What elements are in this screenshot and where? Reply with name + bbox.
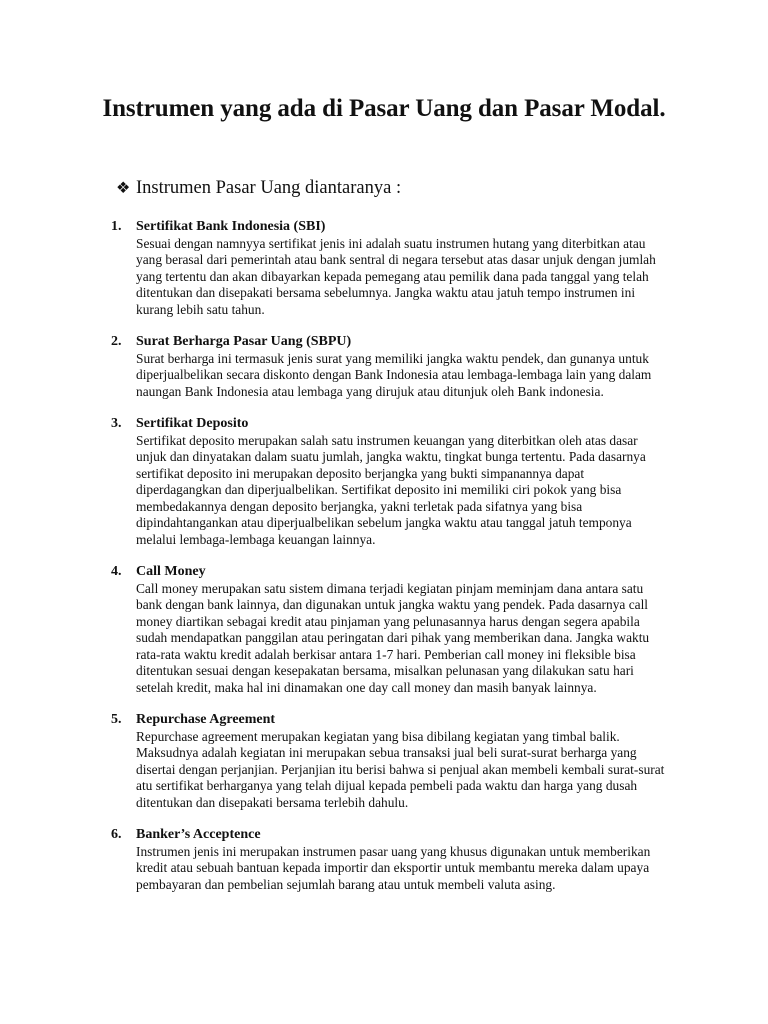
- list-item: [111, 416, 671, 548]
- item-title: Sertifikat Deposito: [136, 416, 249, 431]
- list-item: [111, 712, 671, 811]
- instrument-list: [111, 219, 671, 909]
- item-number: 4.: [111, 564, 122, 579]
- page-title: Instrumen yang ada di Pasar Uang dan Pasar Modal.: [102, 95, 666, 122]
- item-number: 1.: [111, 219, 122, 234]
- section-heading: [116, 175, 401, 202]
- item-body: Call money merupakan satu sistem dimana terjadi kegiatan pinjam meminjam dana antara satu bank dengan bank lainnya, dan digunakan untuk jangka waktu yang pendek. Pada dasarnya call money diartikan sebagai kredit atau pinjaman yang pelunasannya harus dengan segera apabila sudah mendapatkan panggilan atau peringatan dari pihak yang memberikan dana. Jangka waktu rata-rata waktu kredit adalah berkisar antara 1-7 hari. Pemberian call money ini fleksible bisa ditentukan sesuai dengan kesepakatan bersama, misalkan pelunasan yang dilakukan satu hari setelah kredit, maka hal ini dinamakan one day call money dan masih banyak lainnya.: [136, 580, 650, 695]
- item-body: Repurchase agreement merupakan kegiatan yang bisa dibilang kegiatan yang timbal balik. Maksudnya adalah kegiatan ini merupakan sebua transaksi jual beli surat-surat berharga yang disertai dengan perjanjian. Perjanjian itu berisi bahwa si penjual akan membeli kembali surat-surat atu sertifikat berharganya yang telah dijual kepada pembeli pada waktu dan harga yang dusah ditentukan dan disepakati bersama terlebih dahulu.: [136, 728, 665, 810]
- item-title: Sertifikat Bank Indonesia (SBI): [136, 219, 326, 234]
- item-body: Sertifikat deposito merupakan salah satu instrumen keuangan yang diterbitkan oleh atas dasar unjuk dan dinyatakan dalam suatu jumlah, jangka waktu, tingkat bunga tertentu. Pada dasarnya sertifikat deposito ini merupakan deposito berjangka yang bukti simpanannya dapat diperdagangkan dan diperjualbelikan. Sertifikat deposito ini memiliki ciri pokok yang bisa membedakannya dengan deposito berjangka, yakni terletak pada sifatnya yang bisa dipindahtangankan atau diperjualbelikan sebelum jangka waktu atau tanggal jatuh temponya melalui lembaga-lembaga keuangan lainnya.: [136, 432, 646, 547]
- list-item: [111, 334, 671, 400]
- item-title: Call Money: [136, 564, 206, 579]
- item-title: Banker’s Acceptence: [136, 827, 261, 842]
- item-number: 3.: [111, 416, 122, 431]
- item-title: Surat Berharga Pasar Uang (SBPU): [136, 334, 352, 349]
- section-heading-text: Instrumen Pasar Uang diantaranya :: [136, 178, 402, 198]
- diamond-bullet-icon: ❖: [116, 180, 131, 197]
- item-body: Sesuai dengan namnyya sertifikat jenis ini adalah suatu instrumen hutang yang diterbitkan atau yang berasal dari pemerintah atau bank sentral di negara tersebut atas dasar unjuk dengan jumlah yang tertentu dan akan dibayarkan kepada pemegang atau pemilik dana pada tanggal yang telah ditentukan dan disepakati bersama sebelumnya. Jangka waktu atau jatuh tempo instrumen ini kurang lebih satu tahun.: [136, 235, 656, 317]
- item-body: Instrumen jenis ini merupakan instrumen pasar uang yang khusus digunakan untuk memberikan kredit atau sebuah bantuan kepada importir dan eksportir untuk membantu mereka dalam upaya pembayaran dan pembelian sejumlah barang atau untuk membeli valuta asing.: [136, 843, 651, 892]
- list-item: [111, 827, 671, 893]
- list-item: [111, 564, 671, 696]
- item-title: Repurchase Agreement: [136, 712, 276, 727]
- item-number: 6.: [111, 827, 122, 842]
- item-body: Surat berharga ini termasuk jenis surat yang memiliki jangka waktu pendek, dan gunanya untuk diperjualbelikan secara diskonto dengan Bank Indonesia atau lembaga-lembaga lain yang dalam naungan Bank Indonesia atau lembaga yang dirujuk atau ditunjuk oleh Bank indonesia.: [136, 350, 652, 399]
- list-item: [111, 219, 671, 318]
- item-number: 2.: [111, 334, 122, 349]
- item-number: 5.: [111, 712, 122, 727]
